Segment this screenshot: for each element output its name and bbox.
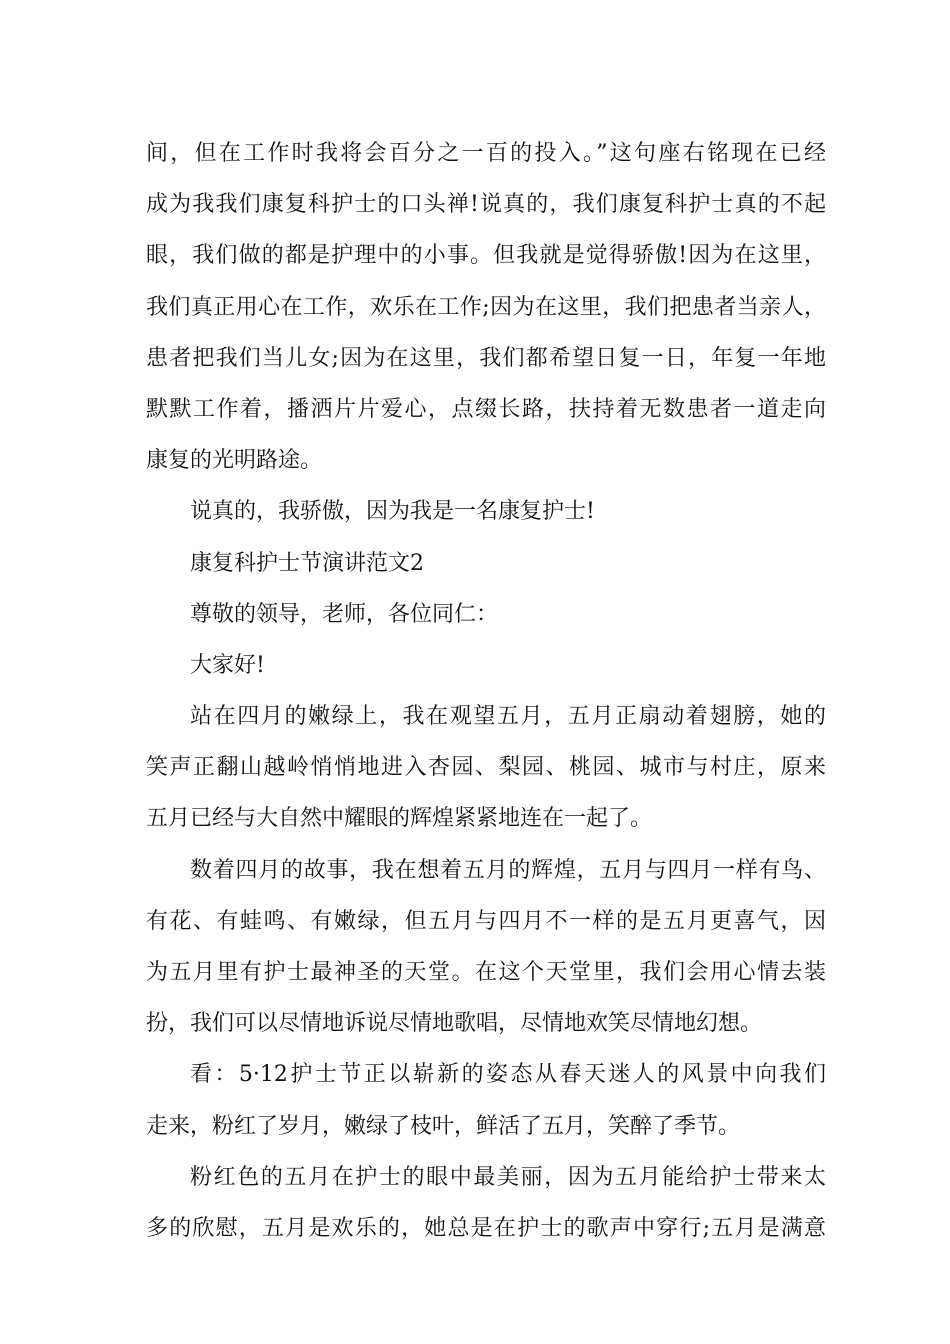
paragraph-line: 多的欣慰，五月是欢乐的，她总是在护士的歌声中穿行;五月是满意	[146, 1215, 826, 1241]
paragraph-line: 数着四月的故事，我在想着五月的辉煌，五月与四月一样有鸟、	[190, 857, 826, 883]
paragraph-line: 眼，我们做的都是护理中的小事。但我就是觉得骄傲!因为在这里，	[146, 243, 826, 269]
document-body	[146, 128, 826, 1254]
section-title: 康复科护士节演讲范文2	[190, 550, 424, 576]
paragraph-line: 说真的，我骄傲，因为我是一名康复护士!	[190, 499, 595, 525]
paragraph-line: 五月已经与大自然中耀眼的辉煌紧紧地连在一起了。	[146, 806, 653, 832]
paragraph-line: 看：5·12护士节正以崭新的姿态从春天迷人的风景中向我们	[190, 1062, 826, 1088]
paragraph-line: 间，但在工作时我将会百分之一百的投入。”这句座右铭现在已经	[146, 141, 826, 166]
salutation: 尊敬的领导，老师，各位同仁：	[190, 601, 499, 627]
paragraph-line: 粉红色的五月在护士的眼中最美丽，因为五月能给护士带来太	[190, 1164, 826, 1190]
paragraph-line: 为五月里有护士最神圣的天堂。在这个天堂里，我们会用心情去装	[146, 960, 826, 985]
paragraph-line: 站在四月的嫩绿上，我在观望五月，五月正扇动着翅膀，她的	[190, 704, 826, 730]
paragraph-line: 我们真正用心在工作，欢乐在工作;因为在这里，我们把患者当亲人，	[146, 294, 826, 320]
paragraph-line: 有花、有蛙鸣、有嫩绿，但五月与四月不一样的是五月更喜气，因	[146, 908, 826, 934]
paragraph-line: 成为我我们康复科护士的口头禅!说真的，我们康复科护士真的不起	[146, 192, 826, 218]
paragraph-line: 扮，我们可以尽情地诉说尽情地歌唱，尽情地欢笑尽情地幻想。	[146, 1011, 763, 1037]
paragraph-line: 默默工作着，播洒片片爱心，点缀长路，扶持着无数患者一道走向	[146, 396, 826, 422]
greeting: 大家好!	[190, 652, 265, 678]
paragraph-line: 笑声正翻山越岭悄悄地进入杏园、梨园、桃园、城市与村庄，原来	[146, 755, 826, 781]
paragraph-line: 患者把我们当儿女;因为在这里，我们都希望日复一日，年复一年地	[146, 345, 826, 371]
paragraph-line: 康复的光明路途。	[146, 448, 323, 474]
paragraph-line: 走来，粉红了岁月，嫩绿了枝叶，鲜活了五月，笑醉了季节。	[146, 1113, 741, 1139]
